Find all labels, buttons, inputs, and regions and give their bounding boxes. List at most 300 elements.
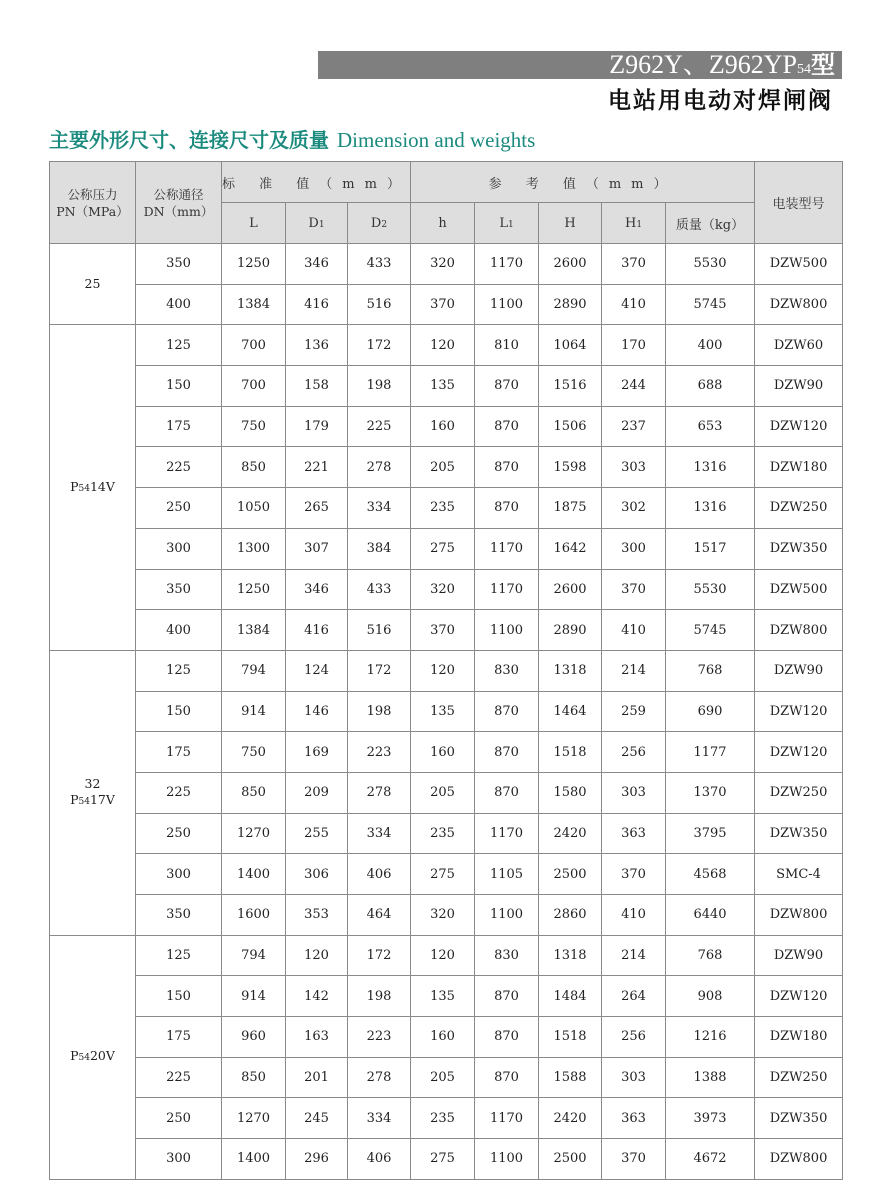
- table-cell: 1064: [539, 325, 602, 366]
- table-cell: DZW250: [755, 1057, 843, 1098]
- table-cell: 1250: [222, 244, 286, 285]
- table-cell: 125: [136, 325, 222, 366]
- table-cell: 275: [411, 854, 475, 895]
- table-cell: 750: [222, 406, 286, 447]
- table-cell: 179: [286, 406, 348, 447]
- table-cell: DZW800: [755, 610, 843, 651]
- header-standard-label: 标 准 值（mm）: [222, 176, 410, 192]
- table-row: [50, 935, 843, 976]
- table-row: [50, 813, 843, 854]
- header-L1: [475, 203, 539, 244]
- table-cell: 275: [411, 528, 475, 569]
- pressure-class-part: 20V: [89, 1048, 115, 1064]
- table-cell: 1216: [666, 1017, 755, 1058]
- table-cell: 870: [475, 488, 539, 529]
- header-H1: [602, 203, 666, 244]
- table-cell: 1516: [539, 366, 602, 407]
- table-cell: 175: [136, 406, 222, 447]
- table-cell: 768: [666, 935, 755, 976]
- table-cell: 150: [136, 366, 222, 407]
- header-H: H: [539, 203, 602, 244]
- table-cell: 1484: [539, 976, 602, 1017]
- table-cell: 225: [136, 772, 222, 813]
- table-cell: 1580: [539, 772, 602, 813]
- table-cell: DZW350: [755, 1098, 843, 1139]
- table-cell: 278: [348, 772, 411, 813]
- table-cell: 120: [286, 935, 348, 976]
- table-cell: DZW90: [755, 366, 843, 407]
- table-cell: 303: [602, 1057, 666, 1098]
- table-cell: 370: [411, 610, 475, 651]
- table-cell: 198: [348, 976, 411, 1017]
- table-cell: 250: [136, 1098, 222, 1139]
- table-cell: 225: [136, 447, 222, 488]
- pressure-cell: [50, 325, 136, 651]
- table-cell: 320: [411, 895, 475, 936]
- table-cell: 810: [475, 325, 539, 366]
- table-cell: 688: [666, 366, 755, 407]
- table-cell: 1105: [475, 854, 539, 895]
- table-cell: 2420: [539, 1098, 602, 1139]
- table-cell: 125: [136, 935, 222, 976]
- table-cell: 245: [286, 1098, 348, 1139]
- header-H1-sub: 1: [636, 219, 643, 230]
- table-cell: 303: [602, 447, 666, 488]
- table-cell: 960: [222, 1017, 286, 1058]
- table-cell: 250: [136, 488, 222, 529]
- header-D2-base: D: [370, 215, 382, 231]
- table-cell: 1384: [222, 284, 286, 325]
- table-cell: 150: [136, 691, 222, 732]
- header-H1-base: H: [624, 215, 637, 231]
- table-cell: 1318: [539, 935, 602, 976]
- table-cell: 235: [411, 813, 475, 854]
- table-cell: 1875: [539, 488, 602, 529]
- table-cell: 406: [348, 854, 411, 895]
- pressure-class: [50, 1048, 135, 1066]
- table-cell: 1100: [475, 284, 539, 325]
- table-cell: 870: [475, 447, 539, 488]
- table-row: [50, 488, 843, 529]
- table-cell: 264: [602, 976, 666, 1017]
- table-cell: 1050: [222, 488, 286, 529]
- table-cell: 198: [348, 691, 411, 732]
- header-dn-en: DN（mm）: [143, 203, 214, 219]
- header-h: h: [411, 203, 475, 244]
- table-cell: 135: [411, 976, 475, 1017]
- header-dn: [136, 162, 222, 244]
- header-D2: [348, 203, 411, 244]
- table-row: [50, 406, 843, 447]
- table-cell: 2600: [539, 569, 602, 610]
- table-cell: 120: [411, 650, 475, 691]
- table-cell: 214: [602, 935, 666, 976]
- table-cell: 205: [411, 447, 475, 488]
- table-cell: 334: [348, 488, 411, 529]
- table-cell: 205: [411, 1057, 475, 1098]
- table-cell: 4672: [666, 1139, 755, 1180]
- table-cell: 158: [286, 366, 348, 407]
- table-cell: 370: [602, 244, 666, 285]
- table-cell: 1598: [539, 447, 602, 488]
- table-cell: 370: [602, 854, 666, 895]
- table-cell: 221: [286, 447, 348, 488]
- table-cell: DZW250: [755, 772, 843, 813]
- pressure-class-part: 17V: [89, 791, 115, 807]
- table-cell: 160: [411, 1017, 475, 1058]
- table-cell: 334: [348, 813, 411, 854]
- table-cell: 370: [602, 569, 666, 610]
- table-cell: 5530: [666, 244, 755, 285]
- model-suffix: 型: [811, 51, 835, 79]
- table-cell: 346: [286, 569, 348, 610]
- table-cell: 350: [136, 244, 222, 285]
- table-cell: 1588: [539, 1057, 602, 1098]
- table-cell: 5745: [666, 610, 755, 651]
- table-cell: 914: [222, 691, 286, 732]
- table-cell: 209: [286, 772, 348, 813]
- table-cell: 850: [222, 447, 286, 488]
- table-cell: DZW120: [755, 691, 843, 732]
- table-cell: 142: [286, 976, 348, 1017]
- table-cell: 223: [348, 1017, 411, 1058]
- table-cell: 120: [411, 325, 475, 366]
- table-cell: 410: [602, 895, 666, 936]
- table-cell: 850: [222, 772, 286, 813]
- section-title: [49, 124, 535, 153]
- table-cell: 2860: [539, 895, 602, 936]
- table-cell: 300: [136, 854, 222, 895]
- pressure-cell: [50, 650, 136, 935]
- table-cell: 400: [136, 610, 222, 651]
- table-cell: 135: [411, 366, 475, 407]
- table-cell: 2890: [539, 284, 602, 325]
- table-cell: 346: [286, 244, 348, 285]
- table-cell: 2890: [539, 610, 602, 651]
- table-row: [50, 732, 843, 773]
- table-cell: 1270: [222, 813, 286, 854]
- table-cell: 300: [602, 528, 666, 569]
- product-name: 电站用电动对焊闸阀: [608, 88, 833, 114]
- table-cell: 1518: [539, 732, 602, 773]
- table-cell: 2600: [539, 244, 602, 285]
- table-cell: DZW350: [755, 528, 843, 569]
- table-cell: DZW250: [755, 488, 843, 529]
- table-cell: 870: [475, 406, 539, 447]
- table-cell: 198: [348, 366, 411, 407]
- table-cell: 1600: [222, 895, 286, 936]
- table-row: [50, 772, 843, 813]
- table-cell: 400: [666, 325, 755, 366]
- table-cell: 150: [136, 976, 222, 1017]
- table-cell: 700: [222, 325, 286, 366]
- table-cell: 384: [348, 528, 411, 569]
- table-cell: 416: [286, 610, 348, 651]
- table-cell: DZW500: [755, 569, 843, 610]
- table-cell: 1400: [222, 854, 286, 895]
- table-cell: 172: [348, 325, 411, 366]
- pressure-value: 32: [84, 775, 101, 791]
- table-cell: 334: [348, 1098, 411, 1139]
- table-row: [50, 1098, 843, 1139]
- table-row: [50, 610, 843, 651]
- table-cell: 2420: [539, 813, 602, 854]
- table-cell: 6440: [666, 895, 755, 936]
- table-cell: 225: [348, 406, 411, 447]
- table-cell: DZW120: [755, 732, 843, 773]
- table-cell: DZW90: [755, 650, 843, 691]
- table-cell: 3973: [666, 1098, 755, 1139]
- header-D2-sub: 2: [381, 219, 388, 230]
- table-cell: 870: [475, 732, 539, 773]
- table-cell: 303: [602, 772, 666, 813]
- table-cell: 1170: [475, 813, 539, 854]
- table-cell: 1370: [666, 772, 755, 813]
- table-cell: 201: [286, 1057, 348, 1098]
- header-L1-sub: 1: [507, 219, 514, 230]
- table-cell: 516: [348, 610, 411, 651]
- header-D1: [286, 203, 348, 244]
- table-cell: 1464: [539, 691, 602, 732]
- pressure-cell: [50, 935, 136, 1179]
- table-cell: DZW120: [755, 406, 843, 447]
- header-dn-cn: 公称通径: [153, 186, 204, 202]
- table-row: [50, 895, 843, 936]
- header-reference-label: 参 考 值（mm）: [488, 176, 677, 192]
- table-row: [50, 650, 843, 691]
- table-cell: 794: [222, 650, 286, 691]
- table-cell: 2500: [539, 854, 602, 895]
- table-cell: 1100: [475, 610, 539, 651]
- table-cell: 136: [286, 325, 348, 366]
- table-cell: 1518: [539, 1017, 602, 1058]
- table-cell: DZW500: [755, 244, 843, 285]
- table-cell: DZW800: [755, 1139, 843, 1180]
- header-D1-sub: 1: [318, 219, 325, 230]
- table-cell: 1384: [222, 610, 286, 651]
- table-cell: 370: [602, 1139, 666, 1180]
- table-body: [50, 244, 843, 1180]
- table-cell: 870: [475, 772, 539, 813]
- table-cell: 870: [475, 1017, 539, 1058]
- table-cell: 830: [475, 650, 539, 691]
- table-cell: 1170: [475, 1098, 539, 1139]
- table-cell: DZW60: [755, 325, 843, 366]
- pressure-value: 25: [84, 276, 101, 292]
- table-cell: 214: [602, 650, 666, 691]
- table-cell: 296: [286, 1139, 348, 1180]
- table-cell: 1170: [475, 569, 539, 610]
- table-cell: 1170: [475, 244, 539, 285]
- table-cell: SMC-4: [755, 854, 843, 895]
- header-weight: 质量（kg）: [666, 203, 755, 244]
- header-L1-base: L: [499, 215, 508, 231]
- pressure-cell: [50, 244, 136, 325]
- table-cell: 850: [222, 1057, 286, 1098]
- table-cell: DZW800: [755, 895, 843, 936]
- table-cell: 120: [411, 935, 475, 976]
- table-cell: 1100: [475, 895, 539, 936]
- model-number: [609, 50, 835, 85]
- table-cell: 1388: [666, 1057, 755, 1098]
- table-cell: 205: [411, 772, 475, 813]
- table-row: [50, 1139, 843, 1180]
- table-cell: 170: [602, 325, 666, 366]
- table-cell: 259: [602, 691, 666, 732]
- pressure-class-part: 54: [78, 796, 90, 807]
- table-cell: 5745: [666, 284, 755, 325]
- table-cell: 406: [348, 1139, 411, 1180]
- table-cell: 135: [411, 691, 475, 732]
- table-row: [50, 1017, 843, 1058]
- table-cell: 353: [286, 895, 348, 936]
- table-cell: 700: [222, 366, 286, 407]
- table-cell: 1177: [666, 732, 755, 773]
- table-cell: 265: [286, 488, 348, 529]
- header-L: L: [222, 203, 286, 244]
- pressure-class-part: P: [70, 478, 79, 494]
- table-cell: DZW90: [755, 935, 843, 976]
- table-cell: 690: [666, 691, 755, 732]
- header-D1-base: D: [308, 215, 319, 231]
- pressure-class-part: P: [70, 791, 79, 807]
- model-line: Z962Y、Z962YP: [609, 50, 797, 79]
- table-cell: 1270: [222, 1098, 286, 1139]
- model-subscript: 54: [797, 62, 811, 77]
- table-cell: 416: [286, 284, 348, 325]
- table-cell: DZW800: [755, 284, 843, 325]
- pressure-class-part: 54: [78, 1053, 90, 1064]
- table-cell: 256: [602, 732, 666, 773]
- table-cell: 175: [136, 1017, 222, 1058]
- table-cell: 870: [475, 366, 539, 407]
- table-cell: 653: [666, 406, 755, 447]
- table-row: [50, 325, 843, 366]
- table-cell: 370: [411, 284, 475, 325]
- header-pn: [50, 162, 136, 244]
- table-cell: 1300: [222, 528, 286, 569]
- pressure-class-part: 54: [78, 483, 90, 494]
- table-cell: 4568: [666, 854, 755, 895]
- table-cell: 1250: [222, 569, 286, 610]
- table-row: [50, 284, 843, 325]
- table-row: [50, 569, 843, 610]
- header-pn-cn: 公称压力: [67, 186, 118, 202]
- header-motor: 电装型号: [755, 162, 843, 244]
- table-row: [50, 244, 843, 285]
- table-cell: 250: [136, 813, 222, 854]
- table-cell: 908: [666, 976, 755, 1017]
- table-cell: 350: [136, 569, 222, 610]
- table-cell: DZW350: [755, 813, 843, 854]
- section-title-en: Dimension and weights: [337, 128, 536, 152]
- table-cell: 1316: [666, 488, 755, 529]
- table-cell: DZW180: [755, 1017, 843, 1058]
- table-cell: 1400: [222, 1139, 286, 1180]
- dimension-table: [49, 161, 843, 1180]
- table-cell: 794: [222, 935, 286, 976]
- table-cell: 870: [475, 1057, 539, 1098]
- table-cell: 237: [602, 406, 666, 447]
- table-cell: 516: [348, 284, 411, 325]
- table-cell: DZW180: [755, 447, 843, 488]
- table-cell: 235: [411, 488, 475, 529]
- pressure-class-part: P: [70, 1048, 79, 1064]
- table-cell: 124: [286, 650, 348, 691]
- table-cell: 410: [602, 284, 666, 325]
- table-cell: 172: [348, 650, 411, 691]
- table-cell: 160: [411, 406, 475, 447]
- table-cell: 1318: [539, 650, 602, 691]
- table-cell: 464: [348, 895, 411, 936]
- table-cell: 750: [222, 732, 286, 773]
- table-cell: 163: [286, 1017, 348, 1058]
- table-row: [50, 528, 843, 569]
- table-cell: 160: [411, 732, 475, 773]
- table-cell: 433: [348, 244, 411, 285]
- table-cell: DZW120: [755, 976, 843, 1017]
- table-cell: 830: [475, 935, 539, 976]
- pressure-class: [50, 792, 135, 810]
- table-row: [50, 691, 843, 732]
- table-cell: 1100: [475, 1139, 539, 1180]
- table-cell: 125: [136, 650, 222, 691]
- table-cell: 363: [602, 813, 666, 854]
- table-cell: 223: [348, 732, 411, 773]
- table-cell: 914: [222, 976, 286, 1017]
- table-cell: 410: [602, 610, 666, 651]
- table-cell: 5530: [666, 569, 755, 610]
- table-cell: 255: [286, 813, 348, 854]
- table-cell: 146: [286, 691, 348, 732]
- table-cell: 300: [136, 1139, 222, 1180]
- table-cell: 302: [602, 488, 666, 529]
- header-pn-en: PN（MPa）: [56, 203, 129, 219]
- section-title-cn: 主要外形尺寸、连接尺寸及质量: [49, 128, 329, 152]
- table-cell: 278: [348, 447, 411, 488]
- table-row: [50, 854, 843, 895]
- table-cell: 870: [475, 976, 539, 1017]
- table-cell: 256: [602, 1017, 666, 1058]
- table-cell: 300: [136, 528, 222, 569]
- table-cell: 3795: [666, 813, 755, 854]
- table-cell: 320: [411, 569, 475, 610]
- table-cell: 1316: [666, 447, 755, 488]
- table-cell: 1642: [539, 528, 602, 569]
- table-cell: 306: [286, 854, 348, 895]
- table-cell: 350: [136, 895, 222, 936]
- table-row: [50, 1057, 843, 1098]
- table-cell: 768: [666, 650, 755, 691]
- table-cell: 175: [136, 732, 222, 773]
- header-standard-group: [222, 162, 411, 203]
- table-cell: 307: [286, 528, 348, 569]
- table-cell: 235: [411, 1098, 475, 1139]
- header-reference-group: [411, 162, 755, 203]
- pressure-class-part: 14V: [89, 478, 115, 494]
- table-cell: 2500: [539, 1139, 602, 1180]
- pressure-class: [50, 479, 135, 497]
- table-row: [50, 447, 843, 488]
- table-cell: 1517: [666, 528, 755, 569]
- table-cell: 320: [411, 244, 475, 285]
- table-row: [50, 366, 843, 407]
- table-cell: 172: [348, 935, 411, 976]
- table-cell: 275: [411, 1139, 475, 1180]
- table-cell: 169: [286, 732, 348, 773]
- table-cell: 363: [602, 1098, 666, 1139]
- table-cell: 400: [136, 284, 222, 325]
